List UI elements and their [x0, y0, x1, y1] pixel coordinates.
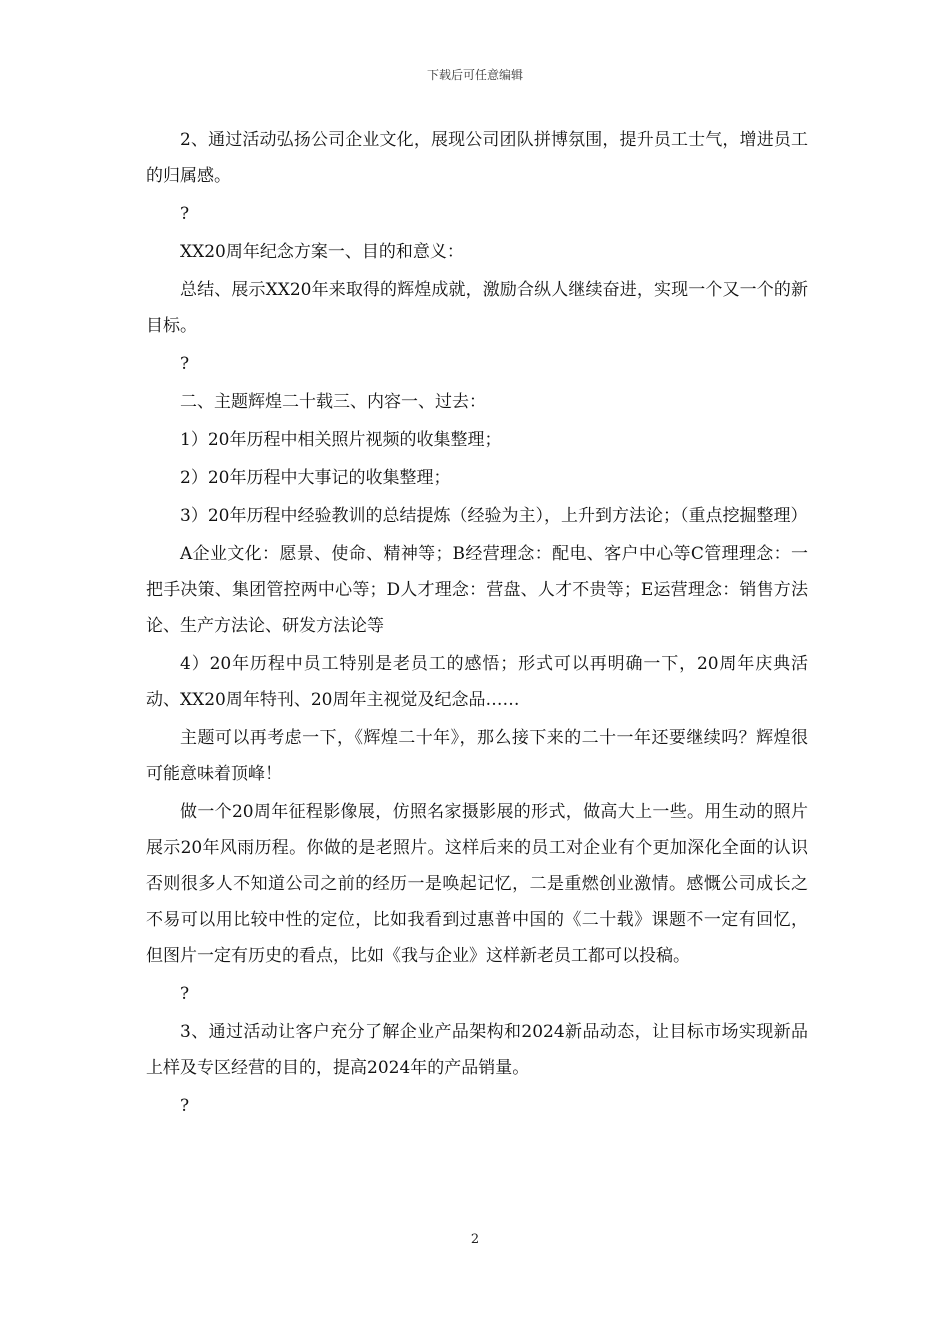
paragraph: 1）20年历程中相关照片视频的收集整理； [180, 430, 502, 450]
paragraph: A企业文化：愿景、使命、精神等；B经营理念：配电、客户中心等C管理理念：一把手决策、集团管控两中心等；D人才理念：营盘、人才不贵等；E运营理念：销售方法论、生产方法论、研发方法论等 [146, 544, 808, 636]
paragraph: 做一个20周年征程影像展，仿照名家摄影展的形式，做高大上一些。用生动的照片展示20年风雨历程。你做的是老照片。这样后来的员工对企业有个更加深化全面的认识否则很多人不知道公司之前的经历一是唤起记忆，二是重燃创业激情。感慨公司成长之不易可以用比较中性的定位，比如我看到过惠普中国的《二十载》课题不一定有回忆，但图片一定有历史的看点，比如《我与企业》这样新老员工都可以投稿。 [146, 802, 808, 966]
paragraph: 主题可以再考虑一下，《辉煌二十年》，那么接下来的二十一年还要继续吗？辉煌很可能意味着顶峰！ [146, 728, 808, 784]
paragraph: ? [180, 354, 190, 374]
paragraph: 3）20年历程中经验教训的总结提炼（经验为主），上升到方法论；（重点挖掘整理） [180, 506, 808, 526]
paragraph: ? [180, 984, 190, 1004]
paragraph: 总结、展示XX20年来取得的辉煌成就，激励合纵人继续奋进，实现一个又一个的新目标。 [146, 280, 808, 336]
paragraph: 3、通过活动让客户充分了解企业产品架构和2024新品动态，让目标市场实现新品上样及专区经营的目的，提高2024年的产品销量。 [146, 1022, 808, 1078]
paragraph: ? [180, 204, 190, 224]
page-number: 2 [470, 1232, 480, 1247]
paragraph: 二、主题辉煌二十载三、内容一、过去： [180, 392, 486, 412]
body-text [146, 122, 808, 1126]
paragraph: 2、通过活动弘扬公司企业文化，展现公司团队拼博氛围，提升员工士气，增进员工的归属感。 [146, 130, 808, 186]
paragraph: ? [180, 1096, 190, 1116]
paragraph: XX20周年纪念方案一、目的和意义： [180, 242, 464, 262]
paragraph: 2）20年历程中大事记的收集整理； [180, 468, 451, 488]
paragraph: 4）20年历程中员工特别是老员工的感悟；形式可以再明确一下，20周年庆典活动、XX20周年特刊、20周年主视觉及纪念品…… [146, 654, 808, 710]
page-header: 下载后可任意编辑 [426, 68, 523, 82]
